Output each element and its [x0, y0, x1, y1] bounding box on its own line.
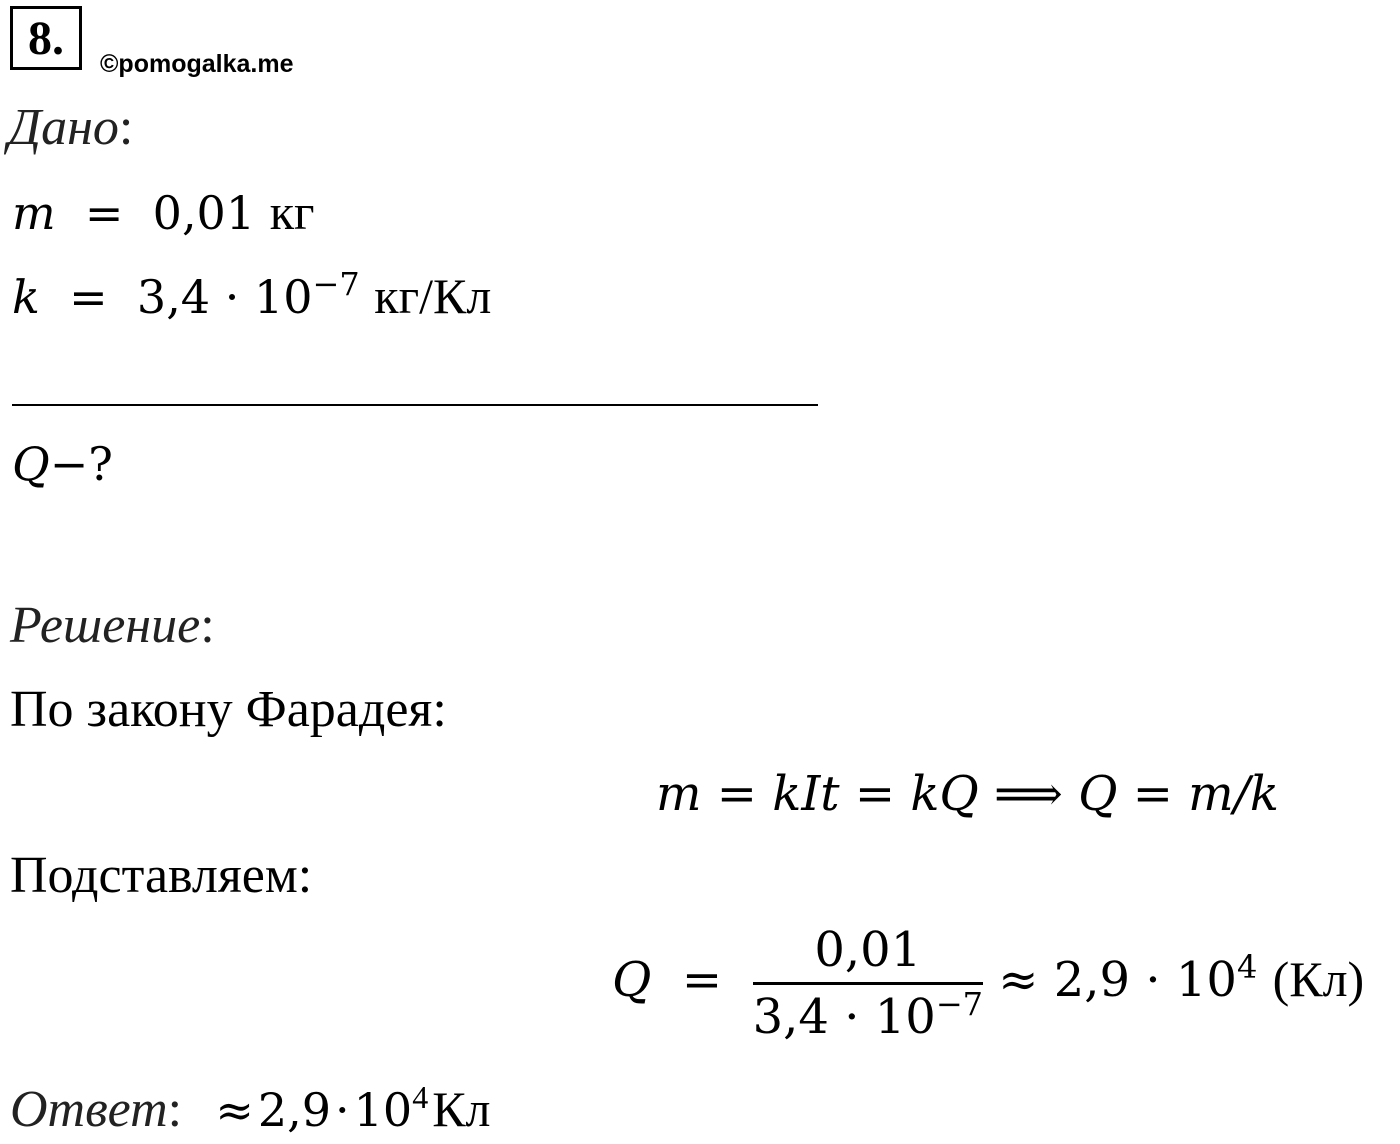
calc-lhs: Q	[612, 952, 652, 1008]
answer-unit: Кл	[432, 1081, 491, 1137]
given-mass: m = 0,01 кг	[12, 184, 315, 240]
k-exponent: −7	[312, 265, 360, 303]
faraday-formula: m = kIt = kQ ⟹ Q = m/k	[656, 766, 1279, 822]
k-mantissa: 3,4	[136, 270, 211, 324]
solution-heading: Решение:	[10, 597, 215, 654]
answer-base: 10	[353, 1083, 413, 1137]
given-divider	[12, 404, 818, 406]
calc-denominator: $3,4 \cdot 10^{-7}$	[752, 985, 983, 1045]
law-text: По закону Фарадея:	[10, 681, 447, 738]
given-heading-text: Дано	[8, 99, 119, 156]
find-suffix: −?	[49, 437, 113, 491]
find-line	[12, 434, 113, 494]
calc-fraction	[753, 920, 983, 1047]
calc-result-exponent: 4	[1236, 948, 1258, 986]
k-unit: кг/Кл	[374, 268, 492, 324]
calc-result-unit: (Кл)	[1272, 951, 1365, 1007]
calc-numerator: 0,01	[753, 920, 983, 985]
k-var: k	[12, 270, 40, 324]
mass-var: m	[12, 186, 56, 240]
calc-result-mantissa: 2,9	[1053, 952, 1131, 1008]
given-k: $k = 3,4 \cdot 10^{-7}$ кг/Кл	[12, 265, 492, 324]
watermark: ©pomogalka.me	[100, 50, 294, 78]
calc-denom-mantissa: 3,4	[752, 989, 829, 1045]
calc-denom-exponent: −7	[935, 985, 983, 1023]
given-heading: Дано:	[8, 99, 134, 156]
answer-heading: Ответ:	[10, 1081, 183, 1138]
answer-mantissa: 2,9	[257, 1083, 332, 1137]
problem-number: 8.	[10, 6, 82, 70]
answer-line: Ответ: ≈ $2,9 \cdot 10^4$ Кл	[10, 1079, 491, 1138]
mass-value: 0,01	[152, 186, 256, 240]
calc-result-base: 10	[1175, 952, 1237, 1008]
solution-heading-text: Решение	[10, 597, 201, 654]
find-var: Q	[12, 437, 50, 491]
answer-heading-text: Ответ	[10, 1081, 168, 1138]
calculation: Q = $\frac{0,01}{3,4 \cdot 10^{-7}}$ ≈ $2,9 \cdot 10^4$ (Кл)	[612, 922, 1365, 1045]
substitute-text: Подставляем:	[10, 847, 313, 904]
calc-denom-base: 10	[874, 989, 936, 1045]
mass-unit: кг	[269, 184, 315, 240]
answer-exponent: 4	[412, 1079, 429, 1115]
k-base: 10	[253, 270, 313, 324]
